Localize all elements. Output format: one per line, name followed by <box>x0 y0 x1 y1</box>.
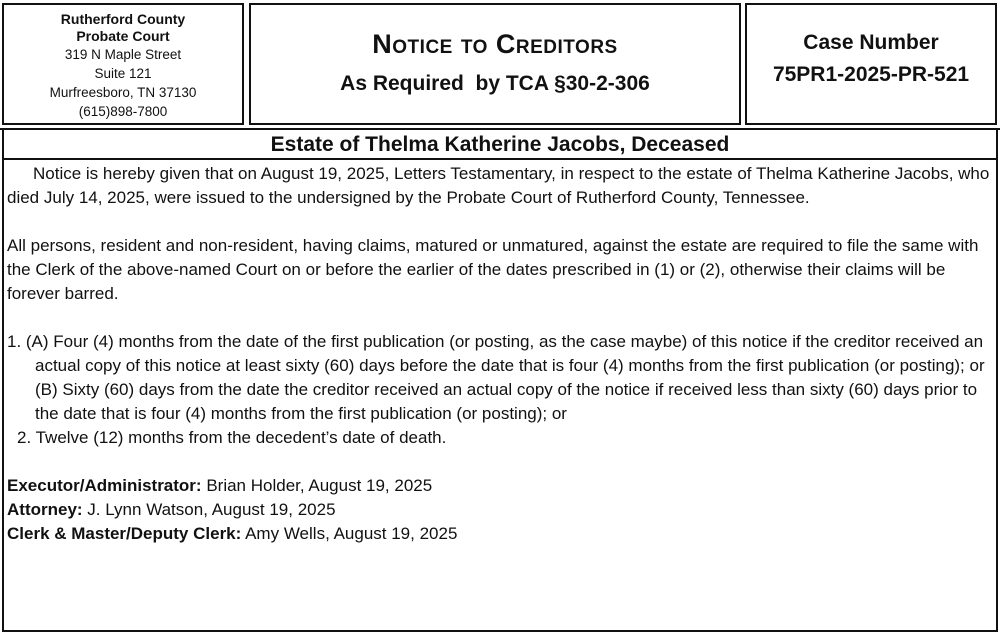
notice-subtitle: As Required by TCA §30-2-306 <box>340 72 650 95</box>
court-info-box <box>2 3 244 125</box>
attorney-value: J. Lynn Watson, August 19, 2025 <box>82 500 336 519</box>
clerk-label: Clerk & Master/Deputy Clerk: <box>7 524 242 543</box>
estate-title: Estate of Thelma Katherine Jacobs, Deceased <box>2 130 998 160</box>
notice-body <box>2 160 998 632</box>
executor-label: Executor/Administrator: <box>7 476 202 495</box>
case-number-label: Case Number <box>803 31 939 54</box>
signature-attorney <box>7 498 990 522</box>
executor-value: Brian Holder, August 19, 2025 <box>201 476 433 495</box>
notice-paragraph-1: Notice is hereby given that on August 19, 2025, Letters Testamentary, in respect to the estate of Thelma Katherine Jacobs, who died July 14, 2025, were issued to the undersigned by the Probate Court of Rutherford County, Tennessee. <box>7 164 990 207</box>
notice-paragraph-2: All persons, resident and non-resident, having claims, matured or unmatured, against the estate are required to file the same with the Clerk of the above-named Court on or before the earlier of the dates prescribed in (1) or (2), otherwise their claims will be forever barred. <box>7 236 979 303</box>
notice-title-box <box>249 3 741 125</box>
list-item-1b: (B) Sixty (60) days from the date the creditor received an actual copy of the notice if received less than sixty (60) days prior to the date that is four (4) months from the first publication (or posting); or <box>35 380 978 423</box>
court-name-line1: Rutherford County <box>60 11 186 27</box>
notice-title: Notice to Creditors <box>372 29 618 59</box>
court-phone: (615)898-7800 <box>78 104 168 119</box>
court-address-line1: 319 N Maple Street <box>64 47 182 62</box>
court-address-line2: Suite 121 <box>94 66 152 81</box>
case-number-box <box>745 3 997 125</box>
attorney-label: Attorney: <box>7 500 83 519</box>
list-item-2: 2. Twelve (12) months from the decedent’s date of death. <box>17 428 447 447</box>
signature-clerk <box>7 522 990 546</box>
court-name-line2: Probate Court <box>76 28 170 44</box>
case-number-value: 75PR1-2025-PR-521 <box>772 63 970 86</box>
clerk-value: Amy Wells, August 19, 2025 <box>241 524 458 543</box>
court-address-line3: Murfreesboro, TN 37130 <box>49 85 197 100</box>
signature-executor <box>7 474 990 498</box>
list-item-1a: 1. (A) Four (4) months from the date of the first publication (or posting, as the case maybe) of this notice if the creditor received an actual copy of this notice at least sixty (60) days before the date that is four (4) months from the first publication (or posting); or <box>7 332 985 375</box>
